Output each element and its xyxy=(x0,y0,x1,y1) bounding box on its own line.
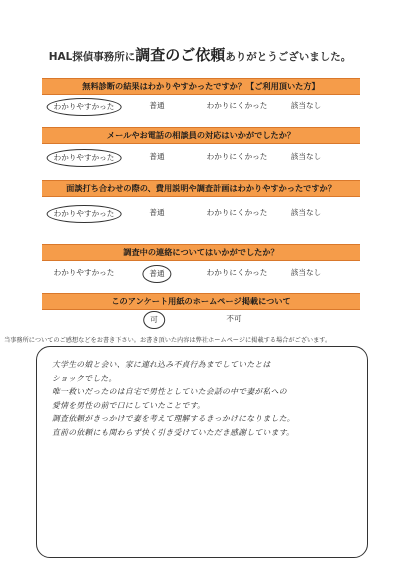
q1-option-normal[interactable]: 普通 xyxy=(149,101,165,110)
q3-option-hard[interactable]: わかりにくかった xyxy=(206,208,268,217)
q5-option-deny[interactable]: 不可 xyxy=(226,314,242,323)
question-3-text: 面談打ち合わせの際の、費用説明や調査計画はわかりやすかったですか？ xyxy=(66,183,336,193)
q4-option-easy[interactable]: わかりやすかった xyxy=(53,268,115,277)
comment-line-3: 唯一救いだったのは自宅で男性としていた会話の中で妻が私への xyxy=(52,387,287,396)
q3-option-easy[interactable]: わかりやすかった xyxy=(47,205,122,223)
question-5-text: このアンケート用紙のホームページ掲載について xyxy=(111,296,291,306)
question-4-options xyxy=(42,265,360,281)
question-1-text: 無料診断の結果はわかりやすかったですか？【ご利用頂いた方】 xyxy=(82,81,320,91)
q5-option-allow[interactable]: 可 xyxy=(143,311,165,329)
comment-prompt: 当事務所についてのご感想などをお書き下さい。お書き頂いた内容は弊社ホームページに掲載する場合がございます。 xyxy=(4,337,332,344)
title-prefix: HAL探偵事務所に xyxy=(48,51,136,63)
question-2-text: メールやお電話の相談員の対応はいかがでしたか？ xyxy=(106,130,296,140)
q4-option-na[interactable]: 該当なし xyxy=(290,268,322,277)
q2-option-easy[interactable]: わかりやすかった xyxy=(47,149,122,167)
question-3-bar xyxy=(42,180,360,197)
q4-option-normal[interactable]: 普通 xyxy=(142,265,171,283)
comment-line-1: 大学生の娘と会い、家に連れ込み不貞行為までしていたとは xyxy=(52,360,271,369)
title-suffix: ありがとうございました。 xyxy=(225,51,352,63)
question-3-options xyxy=(42,205,360,221)
page-title xyxy=(0,44,400,65)
q3-option-normal[interactable]: 普通 xyxy=(149,208,165,217)
q1-option-hard[interactable]: わかりにくかった xyxy=(206,101,268,110)
question-1-options xyxy=(42,98,360,114)
question-2-options xyxy=(42,149,360,165)
comment-line-2: ショックでした。 xyxy=(52,373,117,383)
q1-option-easy[interactable]: わかりやすかった xyxy=(47,98,122,116)
title-highlight: 調査のご依頼 xyxy=(135,46,226,64)
comment-line-5: 調査依頼がきっかけで妻を考えて理解するきっかけになりました。 xyxy=(52,414,295,423)
question-5-bar xyxy=(42,293,360,310)
comment-line-4: 愛情を男性の前で口にしていたことです。 xyxy=(52,400,206,410)
question-4-bar xyxy=(42,244,360,261)
q2-option-normal[interactable]: 普通 xyxy=(149,152,165,161)
q3-option-na[interactable]: 該当なし xyxy=(290,208,322,217)
question-4-text: 調査中の連絡についてはいかがでしたか？ xyxy=(123,247,279,257)
comment-line-6: 直前の依頼にも関わらず快く引き受けていただき感謝しています。 xyxy=(52,427,295,437)
q4-option-hard[interactable]: わかりにくかった xyxy=(206,268,268,277)
question-5-options xyxy=(42,311,360,327)
question-1-bar xyxy=(42,78,360,95)
question-2-bar xyxy=(42,127,360,144)
handwritten-comment xyxy=(52,358,362,439)
q2-option-hard[interactable]: わかりにくかった xyxy=(206,152,268,161)
q1-option-na[interactable]: 該当なし xyxy=(290,101,322,110)
q2-option-na[interactable]: 該当なし xyxy=(290,152,322,161)
